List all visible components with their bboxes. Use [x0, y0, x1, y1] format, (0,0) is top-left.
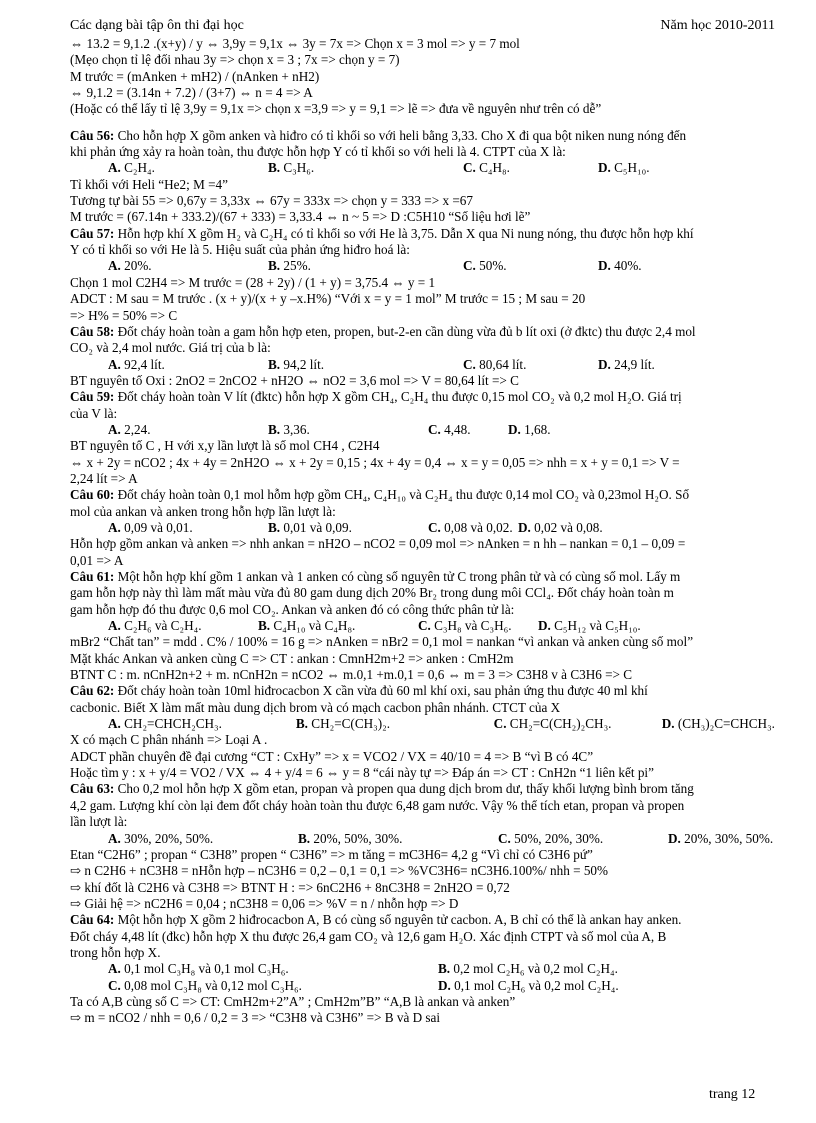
answer-option	[108, 961, 438, 977]
answer-option	[428, 422, 508, 438]
question-text: gam hỗn hợp này thì làm mất màu vừa đủ 80 gam dung dịch 20% Br₂ trong dung môi CCl₄. Đốt cháy hoàn toàn m	[70, 585, 674, 601]
question-text: Đốt cháy hoàn toàn V lít (đktc) hỗn hợp X gồm CH₄, C₂H₄ thu được 0,15 mol CO₂ và 0,2 mol H₂O. Giá trị	[114, 389, 682, 405]
option-key: B.	[268, 421, 281, 437]
option-key: A.	[108, 716, 121, 732]
answer-options	[70, 357, 775, 373]
question-text-line	[70, 683, 775, 699]
option-key: A.	[108, 519, 121, 535]
option-text: 3,36.	[283, 421, 310, 437]
question-text-line	[70, 340, 775, 356]
intro-solution	[70, 36, 775, 118]
question-text-line	[70, 945, 775, 961]
option-text: 0,08 và 0,02.	[444, 519, 513, 535]
option-text: C₅H₁₀.	[614, 160, 650, 176]
question-label: Câu 64:	[70, 912, 115, 928]
intro-line: ⇔ 13.2 = 9,1.2 .(x+y) / y ⇔ 3,9y = 9,1x ⇔ 3y = 7x => Chọn x = 3 mol => y = 7 mol	[70, 36, 520, 51]
answer-options	[70, 160, 775, 176]
solution-line: Etan “C2H6” ; propan “ C3H8” propen “ C3H6” => m tăng = mC3H6= 4,2 g “Vì chỉ có C3H6 pứ”	[70, 846, 593, 862]
question-text: lần lượt là:	[70, 814, 128, 830]
question-text-line	[70, 226, 775, 242]
option-key: B.	[268, 356, 281, 372]
question-58	[70, 324, 775, 389]
answer-options	[70, 831, 775, 847]
answer-option	[268, 422, 428, 438]
option-text: C₄H₁₀ và C₄H₈.	[273, 618, 356, 634]
answer-option	[508, 422, 551, 438]
answer-option	[438, 961, 768, 977]
question-text-line	[70, 814, 775, 830]
header-right: Năm học 2010-2011	[660, 18, 775, 33]
question-text-line	[70, 781, 775, 797]
option-text: CH₂=CHCH₂CH₃.	[124, 716, 222, 732]
answer-options	[70, 422, 775, 438]
solution-line: X có mạch C phân nhánh => Loại A .	[70, 732, 268, 748]
question-text: của V là:	[70, 405, 118, 421]
option-text: 30%, 20%, 50%.	[124, 830, 214, 846]
option-key: B.	[298, 830, 311, 846]
solution-line: => H% = 50% => C	[70, 307, 178, 323]
question-label: Câu 60:	[70, 487, 115, 503]
solution-line: 0,01 => A	[70, 552, 124, 568]
option-text: 20%, 30%, 50%.	[684, 830, 774, 846]
question-text: Một hỗn hợp X gồm 2 hiđrocacbon A, B có cùng số nguyên tử cacbon. A, B chỉ có thể là ankan hay anken.	[114, 912, 682, 928]
option-key: D.	[518, 519, 531, 535]
answer-option	[418, 618, 538, 634]
option-text: CH₂=C(CH₂)₂CH₃.	[509, 716, 612, 732]
answer-option	[268, 357, 463, 373]
solution-line: BTNT C : m. nCnH2n+2 + m. nCnH2n = nCO2 ⇔ m.0,1 +m.0,1 = 0,6 ⇔ m = 3 => C3H8 v à C3H6 => C	[70, 667, 633, 683]
option-key: C.	[428, 421, 441, 437]
answer-option	[598, 160, 650, 176]
question-62	[70, 683, 775, 781]
option-text: C₄H₈.	[479, 160, 510, 176]
question-text: Y có tỉ khối so với He là 5. Hiệu suất của phản ứng hiđro hoá là:	[70, 242, 410, 258]
option-text: 0,1 mol C₃H₈ và 0,1 mol C₃H₆.	[124, 961, 289, 977]
intro-line: (Mẹo chọn tỉ lệ đối nhau 3y => chọn x = 3 ; 7x => chọn y = 7)	[70, 52, 400, 68]
solution-line: ADCT phần chuyên đề đại cương “CT : CxHy” => x = VCO2 / VX = 40/10 = 4 => B “vì B có 4C”	[70, 748, 594, 764]
option-key: A.	[108, 830, 121, 846]
option-text: 0,1 mol C₂H₆ và 0,2 mol C₂H₄.	[454, 977, 619, 993]
question-text: Đốt cháy hoàn toàn 0,1 mol hỗm hợp gồm CH₄, C₄H₁₀ và C₂H₄ thu được 0,14 mol CO₂ và 0,23mol H₂O. Số	[114, 487, 690, 503]
answer-options	[70, 961, 775, 977]
question-text: Hỗn hợp khí X gồm H₂ và C₂H₄ có tỉ khối so với He là 3,75. Dẫn X qua Ni nung nóng, thu được hỗn hợp khí	[114, 225, 694, 241]
option-text: 4,48.	[444, 421, 471, 437]
answer-option	[463, 160, 598, 176]
question-label: Câu 62:	[70, 683, 115, 699]
option-text: C₃H₈ và C₃H₆.	[434, 618, 512, 634]
option-text: 2,24.	[124, 421, 151, 437]
question-text: Đốt cháy 4,48 lít (đkc) hỗn hợp X thu được 26,4 gam CO₂ và 12,6 gam H₂O. Xác định CTPT và số mol của A, B	[70, 928, 667, 944]
question-text-line	[70, 144, 775, 160]
answer-option	[268, 520, 428, 536]
solution-line: Chọn 1 mol C2H4 => M trước = (28 + 2y) / (1 + y) = 3,75.4 ⇔ y = 1	[70, 274, 436, 290]
question-text: 4,2 gam. Lượng khí còn lại đem đốt cháy hoàn toàn thu được 6,48 gam nước. Vậy % thể tích etan, propan và propen	[70, 797, 685, 813]
option-key: D.	[598, 160, 611, 176]
question-text-line	[70, 700, 775, 716]
option-key: D.	[668, 830, 681, 846]
question-text-line	[70, 242, 775, 258]
question-64	[70, 912, 775, 1026]
option-key: A.	[108, 421, 121, 437]
option-text: C₅H₁₂ và C₅H₁₀.	[554, 618, 641, 634]
question-text: trong hỗn hợp X.	[70, 944, 161, 960]
option-key: D.	[598, 356, 611, 372]
answer-options	[70, 520, 775, 536]
answer-option	[598, 258, 642, 274]
answer-option	[108, 422, 268, 438]
option-text: CH₂=C(CH₃)₂.	[311, 716, 391, 732]
answer-options	[70, 716, 775, 732]
option-key: C.	[463, 258, 476, 274]
question-text-line	[70, 487, 775, 503]
question-text: Đốt cháy hoàn toàn 10ml hiđrocacbon X cần vừa đủ 60 ml khí oxi, sau phản ứng thu được 40 ml khí	[114, 683, 648, 699]
answer-option	[258, 618, 418, 634]
answer-option	[463, 258, 598, 274]
header-left: Các dạng bài tập ôn thi đại học	[70, 18, 244, 33]
answer-option	[598, 357, 655, 373]
question-text: Cho 0,2 mol hỗn hợp X gồm etan, propan và propen qua dung dịch brom dư, thấy khối lượng bình brom tăng	[114, 781, 694, 797]
option-key: A.	[108, 618, 121, 634]
option-key: C.	[498, 830, 511, 846]
answer-option	[108, 716, 296, 732]
question-63	[70, 781, 775, 912]
question-text-line	[70, 128, 775, 144]
answer-option	[108, 978, 438, 994]
solution-line: ⇨ khí đốt là C2H6 và C3H8 => BTNT H : => 6nC2H6 + 8nC3H8 = 2nH2O = 0,72	[70, 879, 510, 895]
answer-option	[108, 618, 258, 634]
answer-options	[70, 618, 775, 634]
answer-option	[296, 716, 494, 732]
solution-line: BT nguyên tố C , H với x,y lần lượt là số mol CH4 , C2H4	[70, 438, 380, 454]
answer-option	[298, 831, 498, 847]
solution-line: Hỗn hợp gồm ankan và anken => nhh ankan = nH2O – nCO2 = 0,09 mol => nAnken = n hh – nankan = 0,1 – 0,09 =	[70, 536, 686, 552]
question-text: Một hỗn hợp khí gồm 1 ankan và 1 anken có cùng số nguyên tử C trong phân tử và có cùng số mol. Lấy m	[114, 569, 681, 584]
question-text: mol của ankan và anken trong hỗn hợp lần lượt là:	[70, 503, 336, 519]
solution-line: ⇔ x + 2y = nCO2 ; 4x + 4y = 2nH2O ⇔ x + 2y = 0,15 ; 4x + 4y = 0,4 ⇔ x = y = 0,05 => nhh = x + y = 0,1 => V =	[70, 454, 680, 470]
question-label: Câu 63:	[70, 781, 115, 797]
option-text: 20%, 50%, 30%.	[313, 830, 403, 846]
option-text: 94,2 lít.	[283, 356, 325, 372]
solution-line: ⇨ m = nCO2 / nhh = 0,6 / 0,2 = 3 => “C3H8 và C3H6” => B và D sai	[70, 1010, 441, 1026]
option-text: C₂H₄.	[124, 160, 155, 176]
option-text: C₂H₆ và C₂H₄.	[124, 618, 202, 634]
option-text: 40%.	[614, 258, 642, 274]
option-key: D.	[661, 716, 675, 732]
solution-line: mBr2 “Chất tan” = mdd . C% / 100% = 16 g => nAnken = nBr2 = 0,1 mol = nankan “vì ankan và anken cùng số mol”	[70, 634, 694, 650]
option-text: 92,4 lít.	[124, 356, 165, 372]
question-text-line	[70, 406, 775, 422]
option-text: 25%.	[283, 258, 311, 274]
question-text-line	[70, 569, 775, 585]
option-key: C.	[428, 519, 441, 535]
answer-option	[538, 618, 641, 634]
answer-option	[518, 520, 603, 536]
answer-option	[108, 520, 268, 536]
question-label: Câu 59:	[70, 389, 115, 405]
answer-option	[668, 831, 773, 847]
question-56	[70, 118, 775, 226]
option-key: D.	[538, 618, 551, 634]
question-60	[70, 487, 775, 569]
option-text: 50%, 20%, 30%.	[514, 830, 604, 846]
answer-option	[494, 716, 662, 732]
answer-option	[108, 258, 268, 274]
option-text: C₃H₆.	[283, 160, 315, 176]
option-key: C.	[108, 977, 121, 993]
option-key: B.	[268, 258, 281, 274]
question-text-line	[70, 585, 775, 601]
question-61	[70, 569, 775, 683]
answer-option	[108, 357, 268, 373]
question-text: Cho hỗn hợp X gồm anken và hiđro có tỉ khối so với heli bằng 3,33. Cho X đi qua bột niken nung nóng đến	[114, 127, 687, 143]
option-text: 0,09 và 0,01.	[124, 519, 193, 535]
solution-line: ⇨ Giải hệ => nC2H6 = 0,04 ; nC3H8 = 0,06 => %V = n / nhỗn hợp => D	[70, 895, 459, 911]
intro-line: ⇔ 9,1.2 = (3.14n + 7.2) / (3+7) ⇔ n = 4 => A	[70, 85, 313, 101]
answer-option	[463, 357, 598, 373]
question-text-line	[70, 929, 775, 945]
solution-line: ⇨ n C2H6 + nC3H8 = nHỗn hợp – nC3H6 = 0,2 – 0,1 = 0,1 => %VC3H6= nC3H6.100%/ nhh = 50%	[70, 863, 608, 879]
option-key: D.	[598, 258, 611, 274]
question-59	[70, 389, 775, 487]
question-label: Câu 58:	[70, 323, 115, 339]
option-key: A.	[108, 160, 121, 176]
question-text: cacbonic. Biết X làm mất màu dung dịch brom và có mạch cacbon phân nhánh. CTCT của X	[70, 699, 561, 715]
question-text: Đốt cháy hoàn toàn a gam hỗn hợp eten, propen, but-2-en cần dùng vừa đủ b lít oxi (ở đktc) thu được 2,4 mol	[114, 323, 696, 339]
option-key: A.	[108, 258, 121, 274]
answer-option	[428, 520, 518, 536]
question-text-line	[70, 324, 775, 340]
solution-line: Tỉ khối với Heli “He2; M =4”	[70, 176, 228, 192]
option-key: B.	[295, 716, 308, 732]
solution-line: Hoặc tìm y : x + y/4 = VO2 / VX ⇔ 4 + y/4 = 6 ⇔ y = 8 “cái này tự => Đáp án => CT : CnH2n “1 liên kết pi”	[70, 765, 654, 781]
option-text: 0,01 và 0,09.	[283, 519, 352, 535]
answer-options	[70, 258, 775, 274]
option-text: 80,64 lít.	[479, 356, 527, 372]
solution-line: Ta có A,B cùng số C => CT: CmH2m+2”A” ; CmH2m”B” “A,B là ankan và anken”	[70, 993, 516, 1009]
question-text-line	[70, 602, 775, 618]
question-57	[70, 226, 775, 324]
option-key: D.	[438, 977, 451, 993]
question-text: khi phản ứng xảy ra hoàn toàn, thu được hỗn hợp Y có tỉ khối so với heli là 4. CTPT của X là:	[70, 144, 566, 160]
question-text-line	[70, 504, 775, 520]
option-key: C.	[463, 160, 476, 176]
solution-line: M trước = (67.14n + 333.2)/(67 + 333) = 3,33.4 ⇔ n ~ 5 => D :C5H10 “Số liệu hơi lẽ”	[70, 209, 531, 225]
option-text: (CH₃)₂C=CHCH₃.	[677, 716, 775, 732]
option-key: B.	[268, 160, 281, 176]
option-text: 1,68.	[524, 421, 551, 437]
option-text: 50%.	[479, 258, 507, 274]
option-key: D.	[508, 421, 521, 437]
answer-option	[498, 831, 668, 847]
option-text: 0,02 và 0,08.	[534, 519, 603, 535]
question-text-line	[70, 389, 775, 405]
option-key: C.	[463, 356, 476, 372]
answer-option	[268, 258, 463, 274]
answer-option	[108, 160, 268, 176]
intro-line: (Hoặc có thể lấy tỉ lệ 3,9y = 9,1x => chọn x =3,9 => y = 9,1 => lẽ => đưa về nguyên như trên có dễ”	[70, 101, 602, 117]
option-text: 20%.	[124, 258, 152, 274]
question-text: gam hỗn hợp đó thu được 0,6 mol CO₂. Ankan và anken đó có công thức phân tử là:	[70, 601, 515, 617]
question-text-line	[70, 912, 775, 928]
option-key: A.	[108, 961, 121, 977]
question-text-line	[70, 798, 775, 814]
solution-line: Tương tự bài 55 => 0,67y = 3,33x ⇔ 67y = 333x => chọn y = 333 => x =67	[70, 193, 473, 209]
answer-options	[70, 978, 775, 994]
answer-option	[662, 716, 775, 732]
option-text: 0,2 mol C₂H₆ và 0,2 mol C₂H₄.	[453, 961, 618, 977]
answer-option	[108, 831, 298, 847]
option-key: A.	[108, 356, 121, 372]
solution-line: ADCT : M sau = M trước . (x + y)/(x + y –x.H%) “Với x = y = 1 mol” M trước = 15 ; M sau = 20	[70, 291, 586, 307]
option-key: B.	[438, 961, 451, 977]
intro-line: M trước = (mAnken + mH2) / (nAnken + nH2)	[70, 68, 320, 84]
solution-line: BT nguyên tố Oxi : 2nO2 = 2nCO2 + nH2O ⇔ nO2 = 3,6 mol => V = 80,64 lít => C	[70, 372, 519, 388]
question-list	[70, 118, 775, 1027]
answer-option	[268, 160, 463, 176]
option-text: 0,08 mol C₃H₈ và 0,12 mol C₃H₆.	[124, 977, 302, 993]
question-label: Câu 57:	[70, 225, 115, 241]
document-page	[70, 18, 775, 1027]
option-key: C.	[418, 618, 431, 634]
option-key: C.	[493, 716, 507, 732]
page-header	[70, 18, 775, 36]
solution-line: 2,24 lít => A	[70, 470, 138, 486]
question-label: Câu 56:	[70, 127, 115, 143]
solution-line: Mặt khác Ankan và anken cùng C => CT : ankan : CmnH2m+2 => anken : CmH2m	[70, 650, 514, 666]
option-key: B.	[268, 519, 281, 535]
question-label: Câu 61:	[70, 569, 115, 584]
option-key: B.	[258, 618, 271, 634]
answer-option	[438, 978, 768, 994]
question-text: CO₂ và 2,4 mol nước. Giá trị của b là:	[70, 340, 271, 356]
option-text: 24,9 lít.	[614, 356, 655, 372]
page-number: trang 12	[709, 1087, 756, 1102]
